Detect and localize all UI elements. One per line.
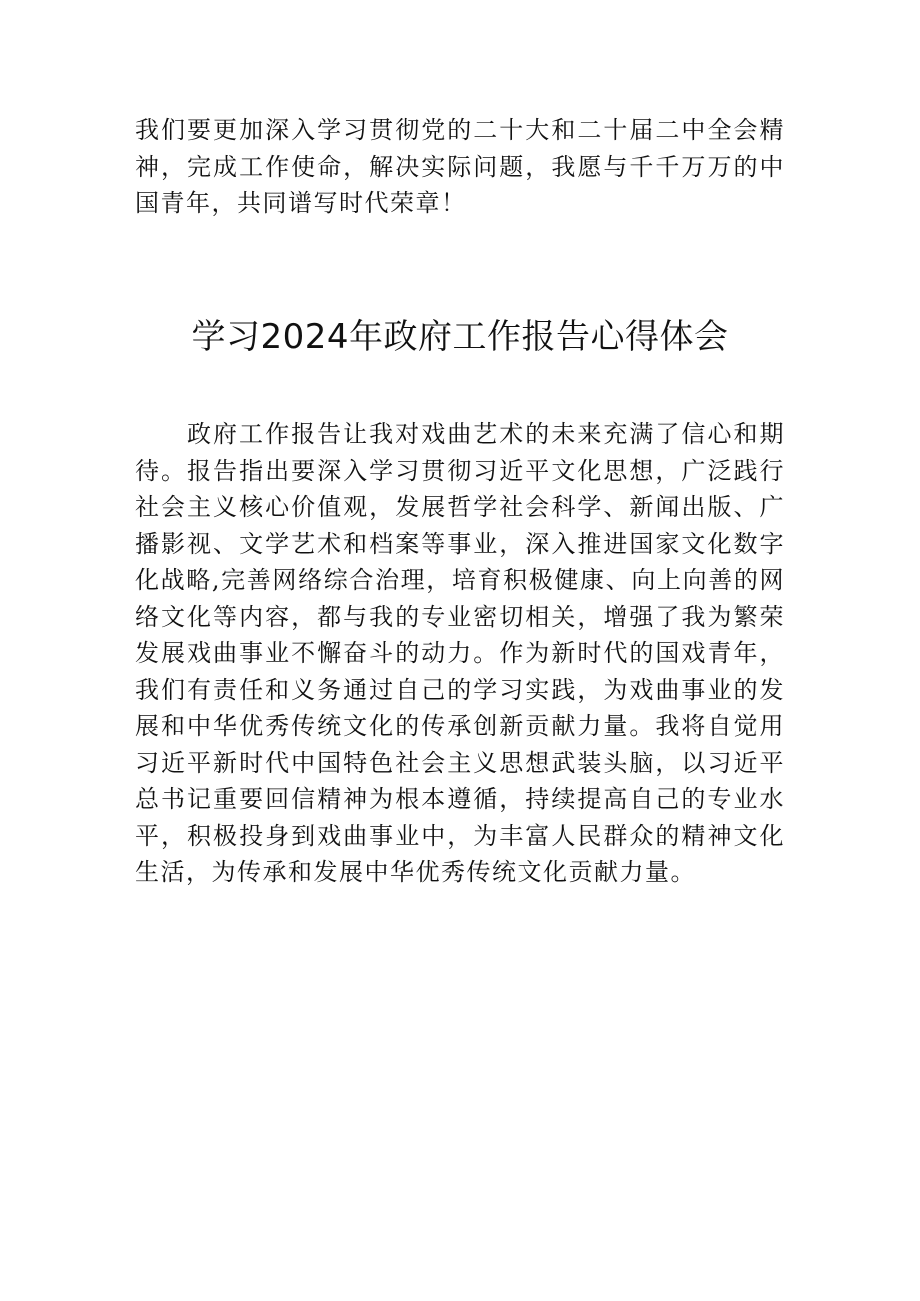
body-paragraph: 政府工作报告让我对戏曲艺术的未来充满了信心和期待。报告指出要深入学习贯彻习近平文化思想，广泛践行社会主义核心价值观，发展哲学社会科学、新闻出版、广播影视、文学艺术和档案等事业，深入推进国家文化数字化战略,完善网络综合治理，培育积极健康、向上向善的网络文化等内容，都与我的专业密切相关，增强了我为繁荣发展戏曲事业不懈奋斗的动力。作为新时代的国戏青年，我们有责任和义务通过自己的学习实践，为戏曲事业的发展和中华优秀传统文化的传承创新贡献力量。我将自觉用习近平新时代中国特色社会主义思想武装头脑，以习近平总书记重要回信精神为根本遵循，持续提高自己的专业水平，积极投身到戏曲事业中，为丰富人民群众的精神文化生活，为传承和发展中华优秀传统文化贡献力量。 (135, 420, 785, 886)
continued-paragraph: 我们要更加深入学习贯彻党的二十大和二十届二中全会精神，完成工作使命，解决实际问题，我愿与千千万万的中国青年，共同谱写时代荣章！ (135, 116, 785, 217)
document-title: 学习2024年政府工作报告心得体会 (191, 317, 729, 357)
